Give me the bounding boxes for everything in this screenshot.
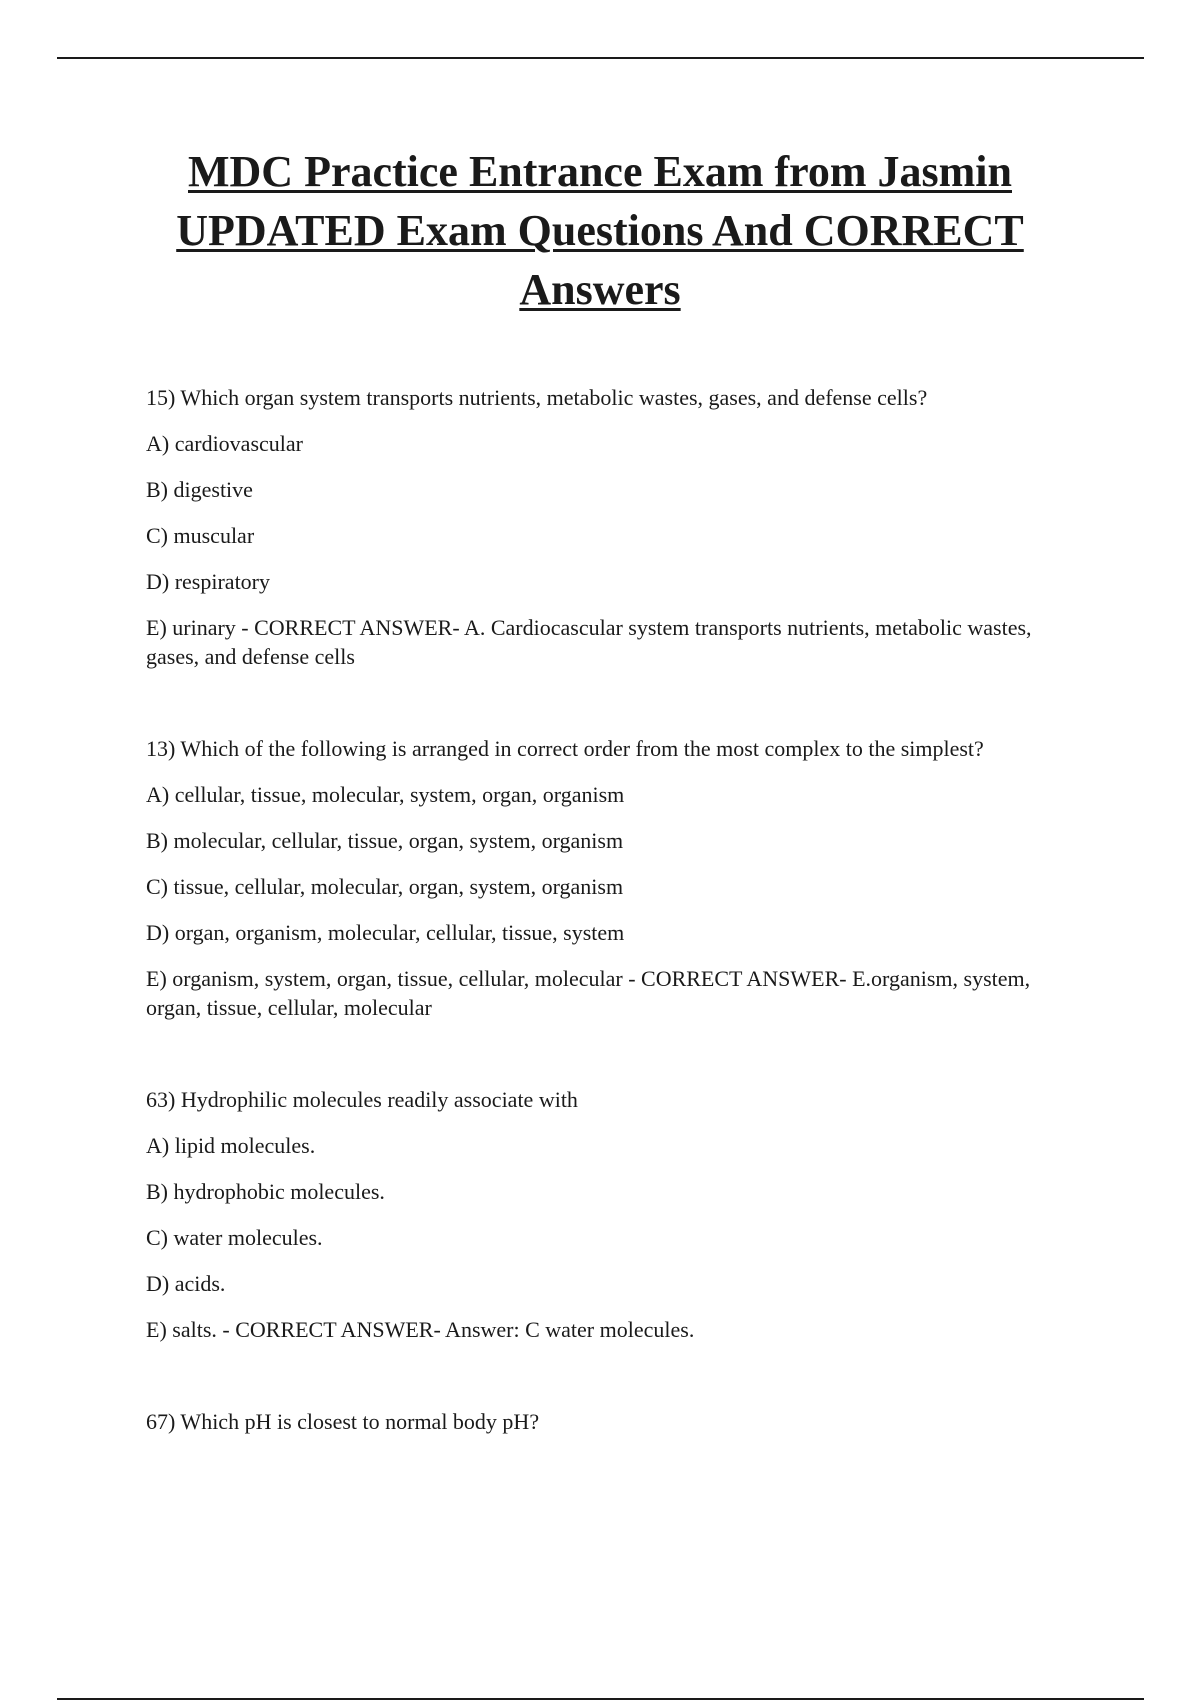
- answer-option: C) tissue, cellular, molecular, organ, system, organism: [146, 874, 624, 899]
- question-prompt: 15) Which organ system transports nutrients, metabolic wastes, gases, and defense cells?: [146, 385, 928, 410]
- question-block: [146, 1407, 1086, 1436]
- answer-option-with-correct-answer: E) organism, system, organ, tissue, cellular, molecular - CORRECT ANSWER- E.organism, system, organ, tissue, cellular, molecular: [146, 966, 1031, 1020]
- answer-option: A) cardiovascular: [146, 431, 303, 456]
- answer-option: D) acids.: [146, 1271, 226, 1296]
- answer-option-with-correct-answer: E) urinary - CORRECT ANSWER- A. Cardiocascular system transports nutrients, metabolic wastes, gases, and defense cells: [146, 615, 1032, 669]
- document-title: [100, 142, 1100, 319]
- answer-option: D) organ, organism, molecular, cellular, tissue, system: [146, 920, 625, 945]
- answer-option: B) molecular, cellular, tissue, organ, system, organism: [146, 828, 624, 853]
- question-prompt: 13) Which of the following is arranged in correct order from the most complex to the simplest?: [146, 736, 984, 761]
- answer-option: A) cellular, tissue, molecular, system, organ, organism: [146, 782, 625, 807]
- answer-option: B) hydrophobic molecules.: [146, 1179, 385, 1204]
- answer-option: C) water molecules.: [146, 1225, 323, 1250]
- title-line: MDC Practice Entrance Exam from Jasmin: [188, 147, 1012, 196]
- answer-option: C) muscular: [146, 523, 255, 548]
- question-list: [146, 383, 1086, 1436]
- question-prompt: 63) Hydrophilic molecules readily associate with: [146, 1087, 578, 1112]
- answer-option: D) respiratory: [146, 569, 271, 594]
- question-block: [146, 383, 1086, 671]
- title-line: Answers: [519, 265, 681, 314]
- answer-option: B) digestive: [146, 477, 253, 502]
- header-rule: [57, 57, 1144, 59]
- question-prompt: 67) Which pH is closest to normal body pH?: [146, 1409, 540, 1434]
- title-line: UPDATED Exam Questions And CORRECT: [176, 206, 1024, 255]
- question-block: [146, 1085, 1086, 1344]
- answer-option-with-correct-answer: E) salts. - CORRECT ANSWER- Answer: C water molecules.: [146, 1317, 695, 1342]
- question-block: [146, 734, 1086, 1022]
- answer-option: A) lipid molecules.: [146, 1133, 316, 1158]
